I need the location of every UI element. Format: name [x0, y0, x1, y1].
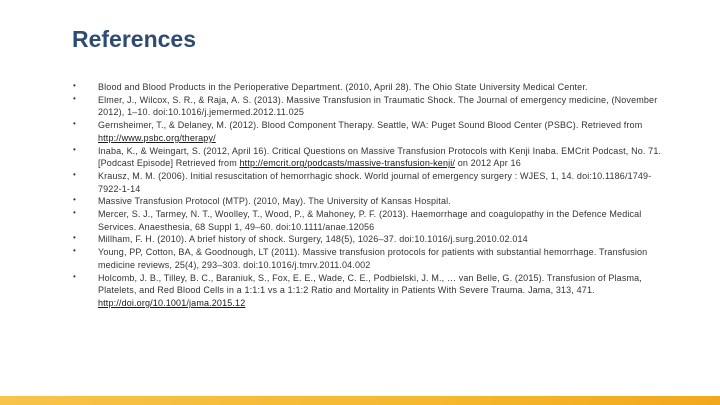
reference-text: Elmer, J., Wilcox, S. R., & Raja, A. S. (2013). Massive Transfusion in Traumatic Shock. The Journal of emergency medicine, (November 2012), 1–10. doi:10.1016/j.jemermed.2012.11.025: [98, 94, 658, 118]
reference-item: [98, 246, 668, 271]
reference-link[interactable]: http://emcrit.org/podcasts/massive-transfusion-kenji/: [239, 158, 456, 169]
reference-item: [98, 145, 668, 170]
bullet-icon: •: [73, 145, 76, 154]
reference-text: Massive Transfusion Protocol (MTP). (2010, May). The University of Kansas Hospital.: [98, 196, 451, 207]
reference-item: [98, 233, 668, 246]
bullet-icon: •: [73, 94, 76, 103]
reference-item: [98, 208, 668, 233]
reference-text: Krausz, M. M. (2006). Initial resuscitation of hemorrhagic shock. World journal of emergency surgery : WJES, 1, 14. doi:10.1186/1749-7922-1-14: [98, 170, 652, 194]
bullet-icon: •: [73, 170, 76, 179]
bullet-icon: •: [73, 272, 76, 281]
bullet-icon: •: [73, 233, 76, 242]
bullet-icon: •: [73, 119, 76, 128]
reference-item: [98, 81, 668, 94]
reference-text: Blood and Blood Products in the Perioperative Department. (2010, April 28). The Ohio State University Medical Center.: [98, 82, 588, 92]
reference-item: [98, 195, 668, 208]
bullet-icon: •: [73, 208, 76, 217]
reference-item: [98, 119, 668, 144]
reference-text: Holcomb, J. B., Tilley, B. C., Baraniuk, S., Fox, E. E., Wade, C. E., Podbielski, J. M., … van Belle, G. (2015). Transfusion of Plasma, Platelets, and Red Blood Cells in a 1:1:1 vs a 1:1:2 Ratio and Mortality in Patients With Severe Trauma. Jama, 313, 471.: [98, 272, 642, 296]
bullet-icon: •: [73, 195, 76, 204]
reference-text: Young, PP, Cotton, BA, & Goodnough, LT (2011). Massive transfusion protocols for patients with substantial hemorrhage. Transfusion medicine reviews, 25(4), 293–303. doi:10.1016/j.tmrv.2011.04.002: [98, 247, 648, 270]
reference-item: [98, 272, 668, 310]
reference-item: [98, 170, 668, 195]
bottom-accent-bar: [0, 396, 720, 405]
reference-text: Gernsheimer, T., & Delaney, M. (2012). Blood Component Therapy. Seattle, WA: Puget Sound Blood Center (PSBC). Retrieved from: [98, 120, 643, 131]
bullet-icon: •: [73, 81, 76, 90]
reference-link[interactable]: http://www.psbc.org/therapy/: [98, 132, 216, 143]
reference-text: Millham, F. H. (2010). A brief history of shock. Surgery, 148(5), 1026–37. doi:10.1016/j.surg.2010.02.014: [98, 234, 528, 245]
page-title: References: [72, 26, 197, 52]
reference-item: [98, 94, 668, 119]
bullet-icon: •: [73, 246, 76, 255]
reference-text: Inaba, K., & Weingart, S. (2012, April 16). Critical Questions on Massive Transfusion Protocols with Kenji Inaba. EMCrit Podcast, No. 71. [Podcast Episode] Retrieved from: [98, 145, 662, 169]
reference-link[interactable]: http://doi.org/10.1001/jama.2015.12: [98, 297, 246, 308]
reference-text: Mercer, S. J., Tarmey, N. T., Woolley, T., Wood, P., & Mahoney, P. F. (2013). Haemorrhage and coagulopathy in the Defence Medical Services. Anaesthesia, 68 Suppl 1, 49–60. doi:10.1111/anae.12056: [98, 209, 642, 232]
reference-list: [98, 81, 668, 310]
reference-text: on 2012 Apr 16: [455, 158, 521, 169]
